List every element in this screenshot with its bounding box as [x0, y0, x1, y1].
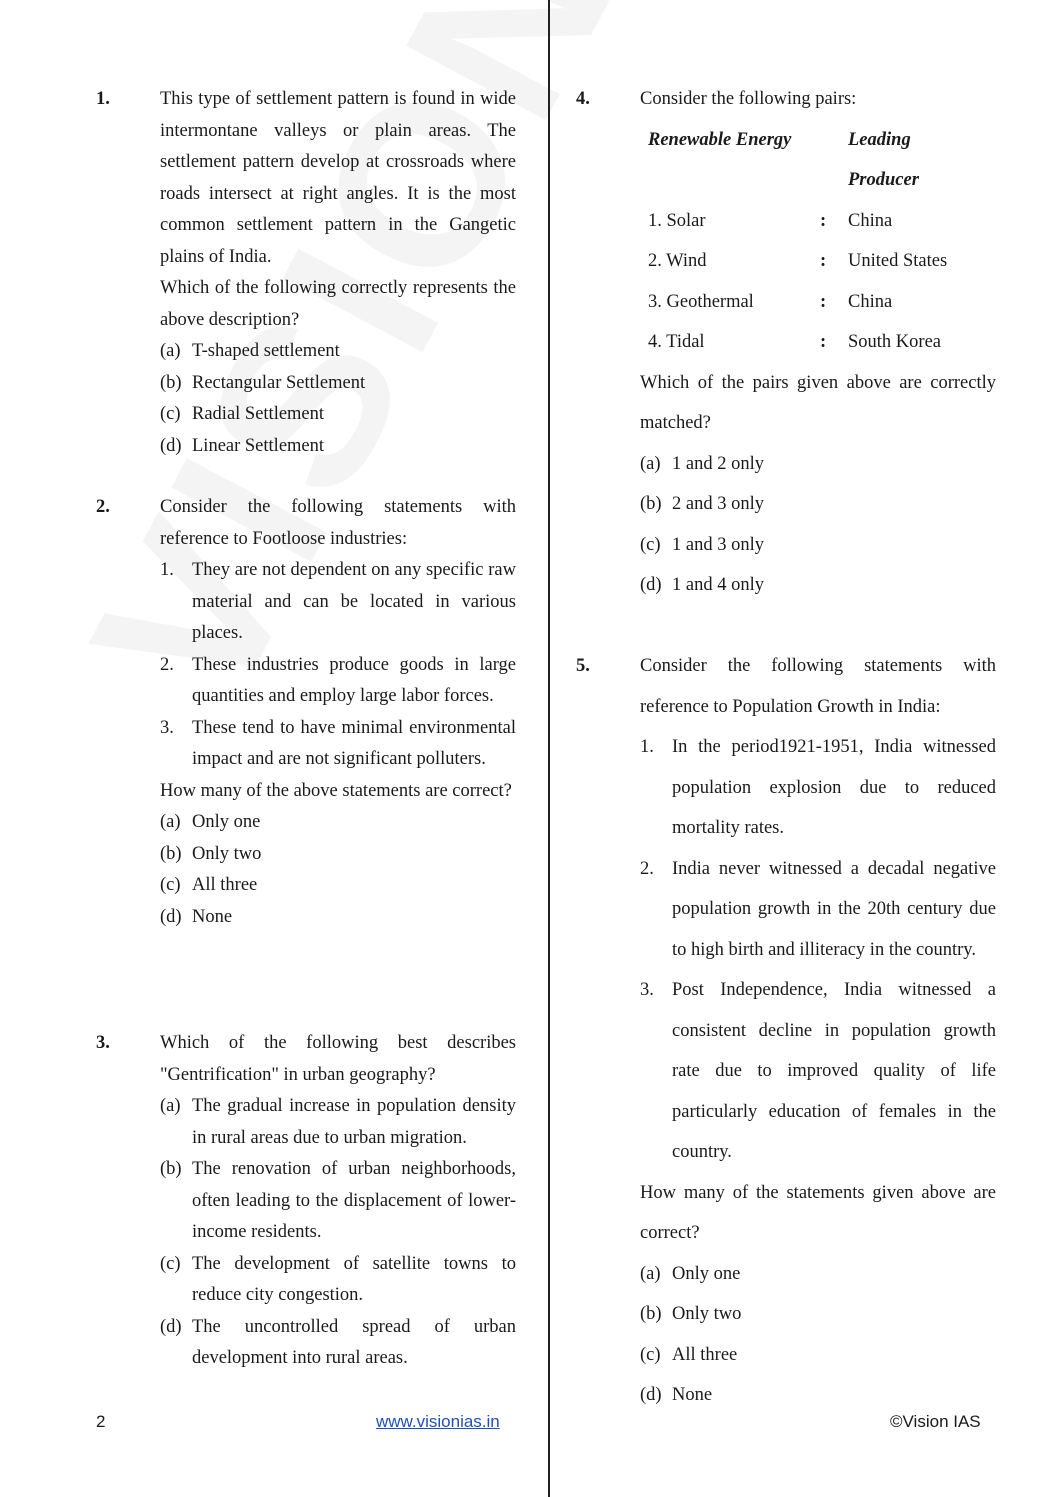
option-text: All three	[192, 875, 258, 895]
option-text: The renovation of urban neighborhoods, often leading to the displacement of lower-income residents.	[192, 1159, 516, 1242]
option-label: (d)	[160, 435, 182, 456]
pair-separator: :	[820, 291, 827, 312]
option-label: (d)	[640, 575, 662, 595]
option[interactable]	[640, 565, 996, 606]
pair-producer: South Korea	[848, 332, 941, 352]
page-number: 2	[96, 1412, 106, 1431]
option-label: (c)	[640, 534, 661, 555]
question-5	[576, 646, 996, 1416]
pair-producer: China	[848, 291, 893, 312]
statement	[160, 650, 516, 713]
option-text: None	[192, 906, 233, 927]
statement-text: They are not dependent on any specific raw material and can be located in various places.	[192, 560, 516, 643]
option-label: (c)	[160, 1253, 181, 1274]
option[interactable]	[160, 807, 516, 839]
pair-producer: United States	[848, 251, 948, 271]
statement	[640, 849, 996, 971]
option-text: The gradual increase in population density in rural areas due to urban migration.	[192, 1096, 516, 1148]
option[interactable]	[160, 1091, 516, 1154]
statement-text: Post Independence, India witnessed a consistent decline in population growth rate due to improved quality of life particularly education of females in the country.	[672, 980, 996, 1162]
option-label: (a)	[160, 1096, 181, 1116]
pair-energy: 3. Geothermal	[648, 291, 754, 312]
option[interactable]	[160, 1154, 516, 1249]
question-number: 3.	[96, 1033, 110, 1053]
option-label: (c)	[160, 404, 181, 424]
option-text: Only one	[192, 812, 261, 832]
question-1	[96, 84, 516, 462]
question-4	[576, 79, 996, 606]
option[interactable]	[160, 870, 516, 902]
statement-text: In the period1921-1951, India witnessed population explosion due to reduced mortality rates.	[672, 737, 996, 838]
question-text: Consider the following statements with reference to Population Growth in India:	[640, 656, 996, 717]
question-prompt: Which of the pairs given above are correctly matched?	[640, 372, 996, 433]
pair-row	[648, 201, 1004, 242]
option-label: (d)	[160, 906, 182, 927]
column-header-producer-line1: Leading	[848, 129, 911, 150]
option-text: The development of satellite towns to reduce city congestion.	[192, 1253, 516, 1305]
pair-separator: :	[820, 210, 827, 231]
option-label: (c)	[640, 1344, 661, 1365]
option-label: (d)	[640, 1385, 662, 1405]
option-text: Only one	[672, 1263, 741, 1284]
question-text: Consider the following pairs:	[640, 89, 857, 109]
option-text: 2 and 3 only	[672, 494, 764, 514]
option[interactable]	[160, 1312, 516, 1375]
statement-number: 1.	[640, 737, 654, 757]
pair-energy: 4. Tidal	[648, 332, 705, 352]
option[interactable]	[160, 399, 516, 431]
statement	[640, 970, 996, 1173]
option[interactable]	[160, 431, 516, 463]
option-label: (b)	[160, 843, 182, 864]
option-text: T-shaped settlement	[192, 341, 340, 361]
pair-energy: 1. Solar	[648, 210, 706, 231]
option-label: (b)	[160, 372, 182, 393]
question-prompt: Which of the following correctly represents the above description?	[160, 278, 516, 330]
option-label: (a)	[640, 453, 661, 474]
option-label: (b)	[640, 494, 662, 514]
question-text: Consider the following statements with reference to Footloose industries:	[160, 497, 516, 549]
option[interactable]	[640, 1335, 996, 1376]
option[interactable]	[640, 444, 996, 485]
option[interactable]	[640, 1375, 996, 1416]
option-text: 1 and 3 only	[672, 534, 764, 555]
statement-number: 3.	[640, 980, 654, 1000]
option-label: (b)	[640, 1304, 662, 1324]
question-text: Which of the following best describes "Gentrification" in urban geography?	[160, 1033, 516, 1085]
pair-row	[648, 322, 1004, 363]
column-divider	[548, 0, 550, 1497]
question-number: 4.	[576, 89, 590, 109]
option-text: None	[672, 1385, 713, 1405]
option-text: The uncontrolled spread of urban development into rural areas.	[192, 1316, 516, 1368]
option-text: Only two	[192, 843, 262, 864]
column-header-producer-line2: Producer	[848, 170, 919, 190]
option-text: 1 and 4 only	[672, 575, 764, 595]
option-label: (a)	[160, 812, 181, 832]
option-label: (d)	[160, 1316, 182, 1337]
statement-number: 1.	[160, 560, 174, 580]
column-header-producer	[848, 120, 919, 201]
option[interactable]	[640, 1294, 996, 1335]
statement-text: These industries produce goods in large quantities and employ large labor forces.	[192, 654, 516, 706]
copyright: ©Vision IAS	[890, 1412, 981, 1431]
question-number: 1.	[96, 89, 110, 109]
option[interactable]	[640, 484, 996, 525]
option-text: Radial Settlement	[192, 404, 325, 424]
option[interactable]	[640, 525, 996, 566]
question-3	[96, 1028, 516, 1375]
statement-text: India never witnessed a decadal negative population growth in the 20th century due to high birth and illiteracy in the country.	[672, 858, 996, 960]
pairs-table	[648, 120, 1004, 363]
pair-energy: 2. Wind	[648, 251, 707, 271]
question-prompt: How many of the statements given above are correct?	[640, 1182, 996, 1243]
pair-producer: China	[848, 210, 893, 231]
statement-text: These tend to have minimal environmental impact and are not significant polluters.	[192, 717, 516, 769]
option[interactable]	[160, 1249, 516, 1312]
option[interactable]	[160, 839, 516, 871]
option[interactable]	[160, 902, 516, 934]
statement	[160, 555, 516, 650]
question-number: 2.	[96, 497, 110, 517]
column-header-energy: Renewable Energy	[648, 129, 792, 150]
option-text: Rectangular Settlement	[192, 372, 366, 393]
website-link[interactable]: www.visionias.in	[376, 1412, 500, 1431]
option[interactable]	[160, 368, 516, 400]
option[interactable]	[640, 1254, 996, 1295]
statement	[160, 713, 516, 776]
option-label: (c)	[160, 875, 181, 895]
pair-row	[648, 241, 1004, 282]
question-number: 5.	[576, 656, 590, 676]
statement-number: 2.	[640, 858, 654, 879]
question-2	[96, 492, 516, 933]
statement	[640, 727, 996, 849]
pairs-header	[648, 120, 1004, 201]
option[interactable]	[160, 336, 516, 368]
option-label: (a)	[160, 341, 181, 361]
pair-row	[648, 282, 1004, 323]
option-text: Linear Settlement	[192, 435, 325, 456]
option-text: All three	[672, 1344, 738, 1365]
question-text: This type of settlement pattern is found in wide intermontane valleys or plain areas. The settlement pattern develop at crossroads where roads intersect at right angles. It is the most common settlement pattern in the Gangetic plains of India.	[160, 89, 516, 267]
question-prompt: How many of the above statements are correct?	[160, 780, 512, 801]
statement-number: 3.	[160, 717, 174, 738]
statement-number: 2.	[160, 654, 174, 675]
option-text: Only two	[672, 1304, 742, 1324]
option-label: (b)	[160, 1159, 182, 1179]
pair-separator: :	[820, 332, 827, 352]
option-text: 1 and 2 only	[672, 453, 764, 474]
pair-separator: :	[820, 251, 827, 271]
option-label: (a)	[640, 1263, 661, 1284]
